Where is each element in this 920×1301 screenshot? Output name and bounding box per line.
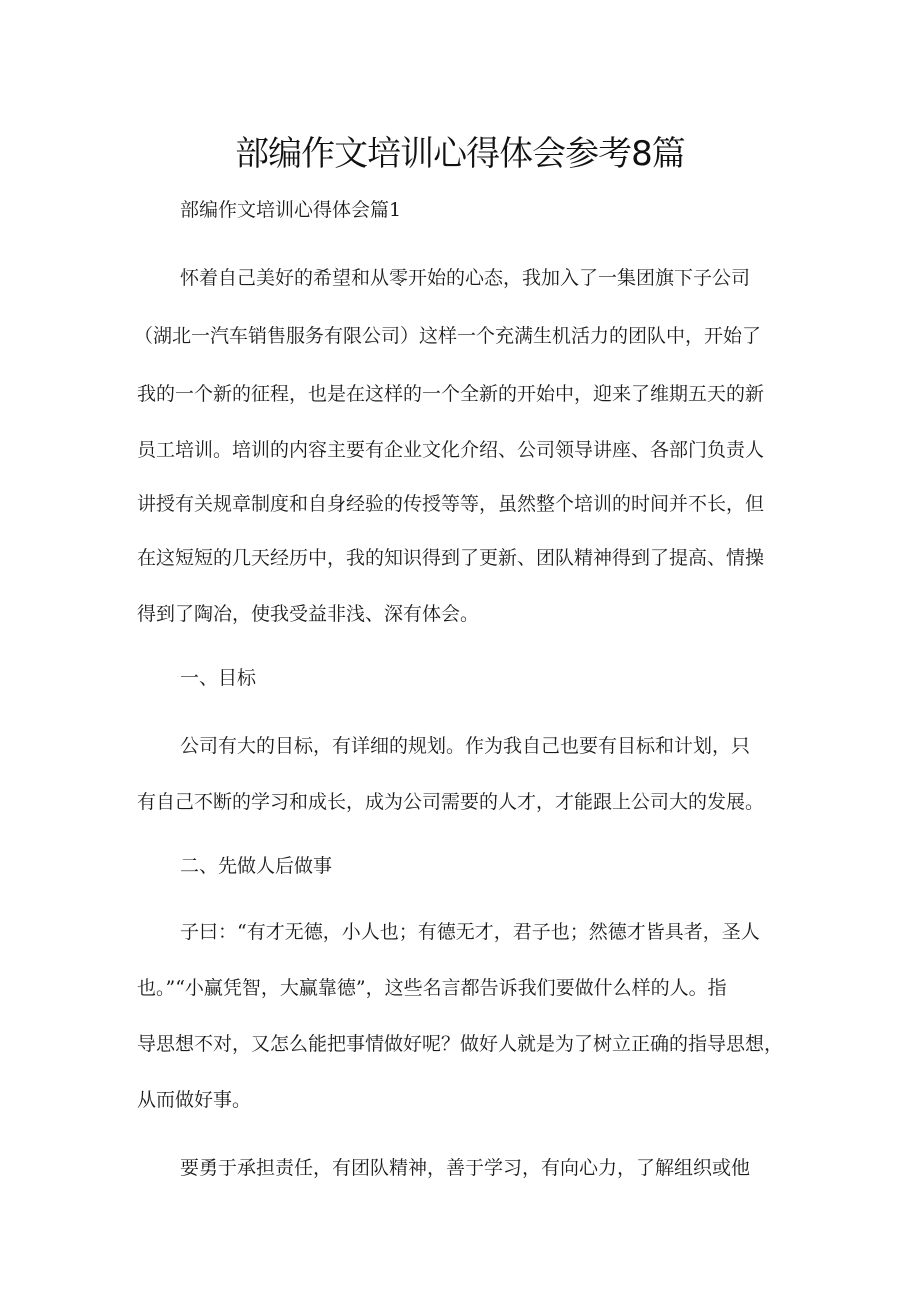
paragraph-line: 有自己不断的学习和成长，成为公司需要的人才，才能跟上公司大的发展。 xyxy=(137,791,765,813)
heading-goal: 一、目标 xyxy=(180,667,257,689)
paragraph-line: 员工培训。培训的内容主要有企业文化介绍、公司领导讲座、各部门负责人 xyxy=(137,439,765,461)
paragraph-line: 讲授有关规章制度和自身经验的传授等等，虽然整个培训的时间并不长，但 xyxy=(137,493,765,515)
heading-character: 二、先做人后做事 xyxy=(180,855,333,877)
section-heading: 部编作文培训心得体会篇1 xyxy=(180,199,402,221)
document-title: 部编作文培训心得体会参考8篇 xyxy=(235,134,685,174)
paragraph-line: 我的一个新的征程，也是在这样的一个全新的开始中，迎来了维期五天的新 xyxy=(137,383,765,405)
paragraph-line: 从而做好事。 xyxy=(137,1089,252,1111)
paragraph-line: 在这短短的几天经历中，我的知识得到了更新、团队精神得到了提高、情操 xyxy=(137,547,765,569)
paragraph-line: 要勇于承担责任，有团队精神，善于学习，有向心力，了解组织或他 xyxy=(180,1157,751,1179)
paragraph-line: 公司有大的目标，有详细的规划。作为我自己也要有目标和计划，只 xyxy=(180,735,751,757)
paragraph-line: （湖北一汽车销售服务有限公司）这样一个充满生机活力的团队中，开始了 xyxy=(134,325,762,347)
paragraph-line: 怀着自己美好的希望和从零开始的心态，我加入了一集团旗下子公司 xyxy=(180,267,751,289)
paragraph-line: 导思想不对，又怎么能把事情做好呢？做好人就是为了树立正确的指导思想， xyxy=(137,1033,784,1055)
paragraph-line: 子曰：“有才无德，小人也；有德无才，君子也；然德才皆具者，圣人 xyxy=(180,921,760,943)
paragraph-line: 也。”“小赢凭智，大赢靠德”，这些名言都告诉我们要做什么样的人。指 xyxy=(137,977,727,999)
paragraph-line: 得到了陶冶，使我受益非浅、深有体会。 xyxy=(137,603,480,625)
